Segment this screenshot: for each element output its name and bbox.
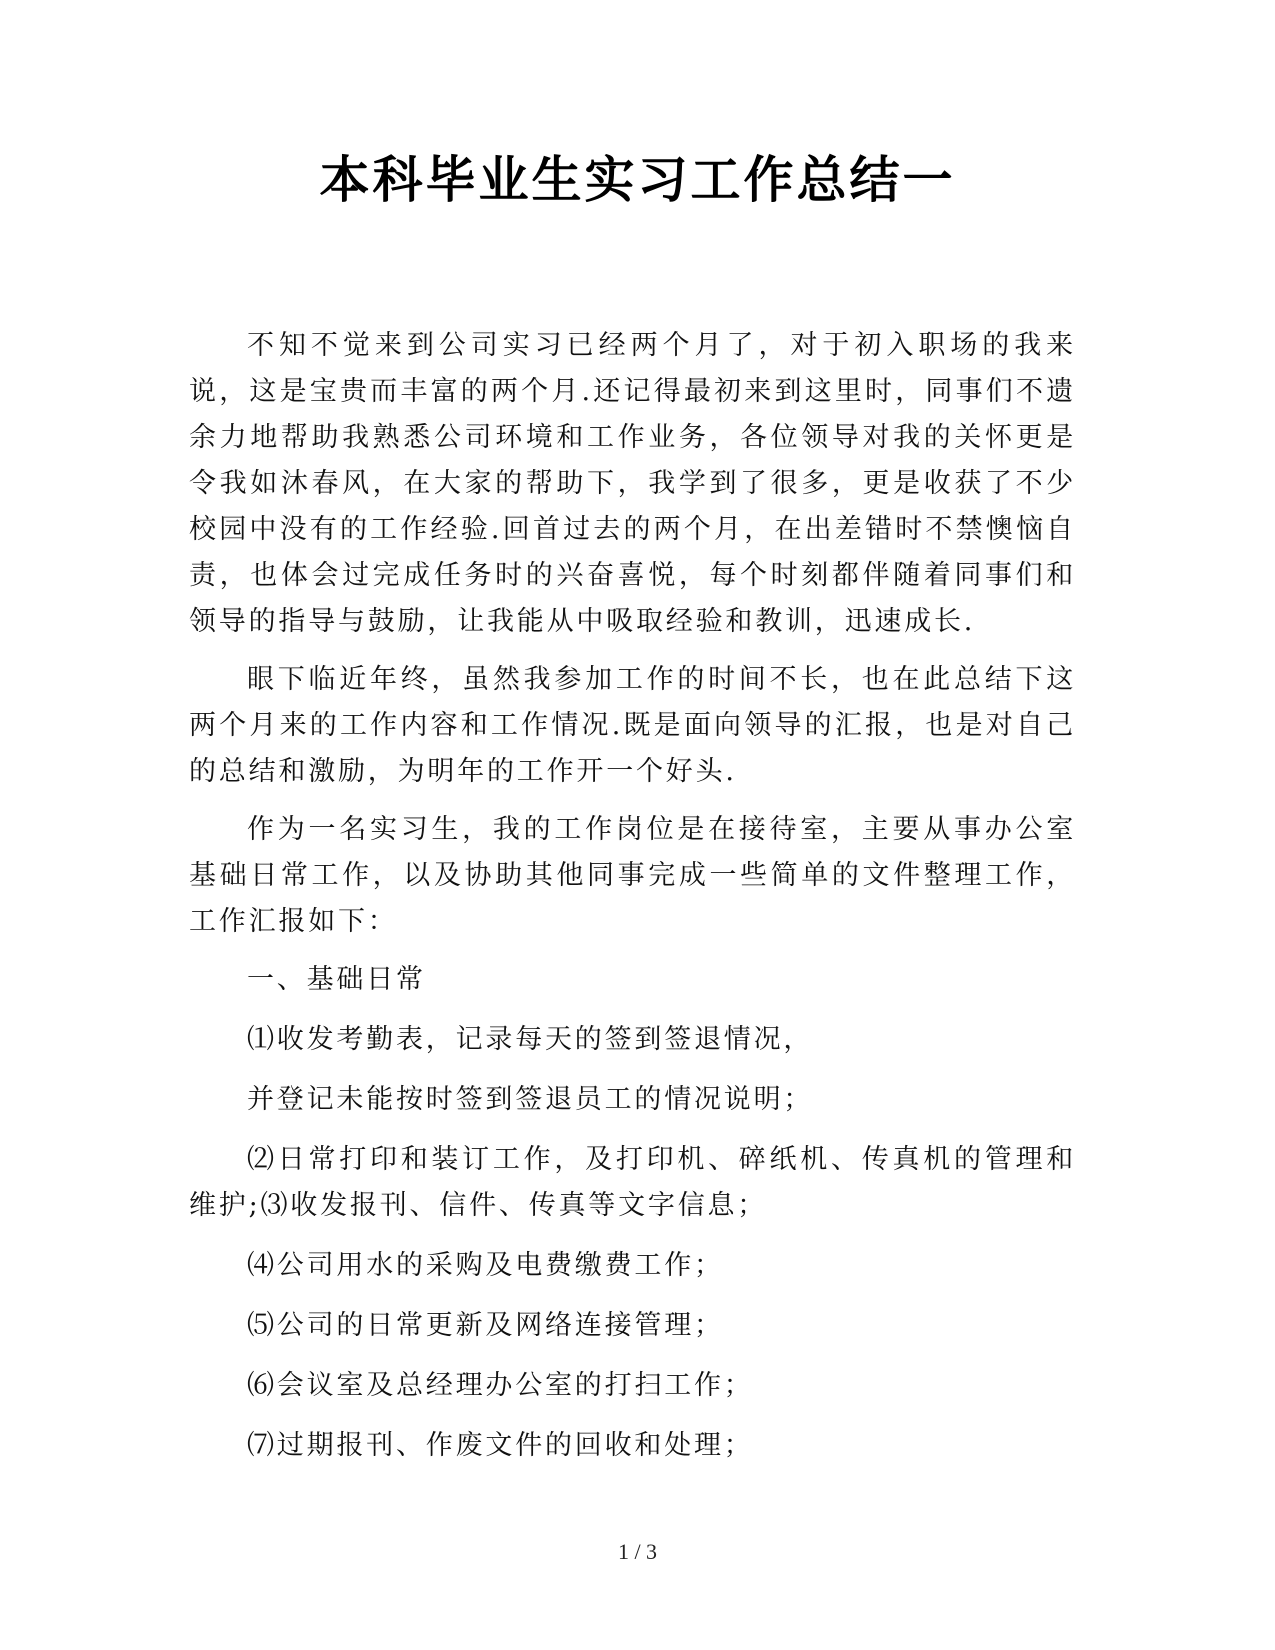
- list-item: ⑹会议室及总经理办公室的打扫工作；: [247, 1370, 754, 1401]
- section-heading: 一、基础日常: [247, 964, 426, 995]
- list-item: ⑸公司的日常更新及网络连接管理；: [247, 1310, 724, 1341]
- list-item: 并登记未能按时签到签退员工的情况说明；: [247, 1084, 814, 1115]
- list-item: ⑴收发考勤表，记录每天的签到签退情况，: [247, 1024, 814, 1055]
- document-title: 本科毕业生实习工作总结一: [319, 151, 956, 209]
- paragraph-year-end: 眼下临近年终，虽然我参加工作的时间不长，也在此总结下这两个月来的工作内容和工作情况.既是面向领导的汇报，也是对自己的总结和激励，为明年的工作开一个好头.: [189, 664, 1076, 787]
- paragraph-intro: 不知不觉来到公司实习已经两个月了，对于初入职场的我来说，这是宝贵而丰富的两个月.还记得最初来到这里时，同事们不遗余力地帮助我熟悉公司环境和工作业务，各位领导对我的关怀更是令我如沐春风，在大家的帮助下，我学到了很多，更是收获了不少校园中没有的工作经验.回首过去的两个月，在出差错时不禁懊恼自责，也体会过完成任务时的兴奋喜悦，每个时刻都伴随着同事们和领导的指导与鼓励，让我能从中吸取经验和教训，迅速成长.: [189, 330, 1076, 637]
- document-body: [189, 323, 1076, 1483]
- page-number: 1 / 3: [617, 1539, 658, 1564]
- list-item: ⑷公司用水的采购及电费缴费工作；: [247, 1250, 724, 1281]
- list-item: ⑵日常打印和装订工作，及打印机、碎纸机、传真机的管理和维护;⑶收发报刊、信件、传真等文字信息；: [189, 1144, 1076, 1221]
- paragraph-role: 作为一名实习生，我的工作岗位是在接待室，主要从事办公室基础日常工作，以及协助其他同事完成一些简单的文件整理工作，工作汇报如下：: [189, 814, 1076, 937]
- list-item: ⑺过期报刊、作废文件的回收和处理；: [247, 1430, 754, 1461]
